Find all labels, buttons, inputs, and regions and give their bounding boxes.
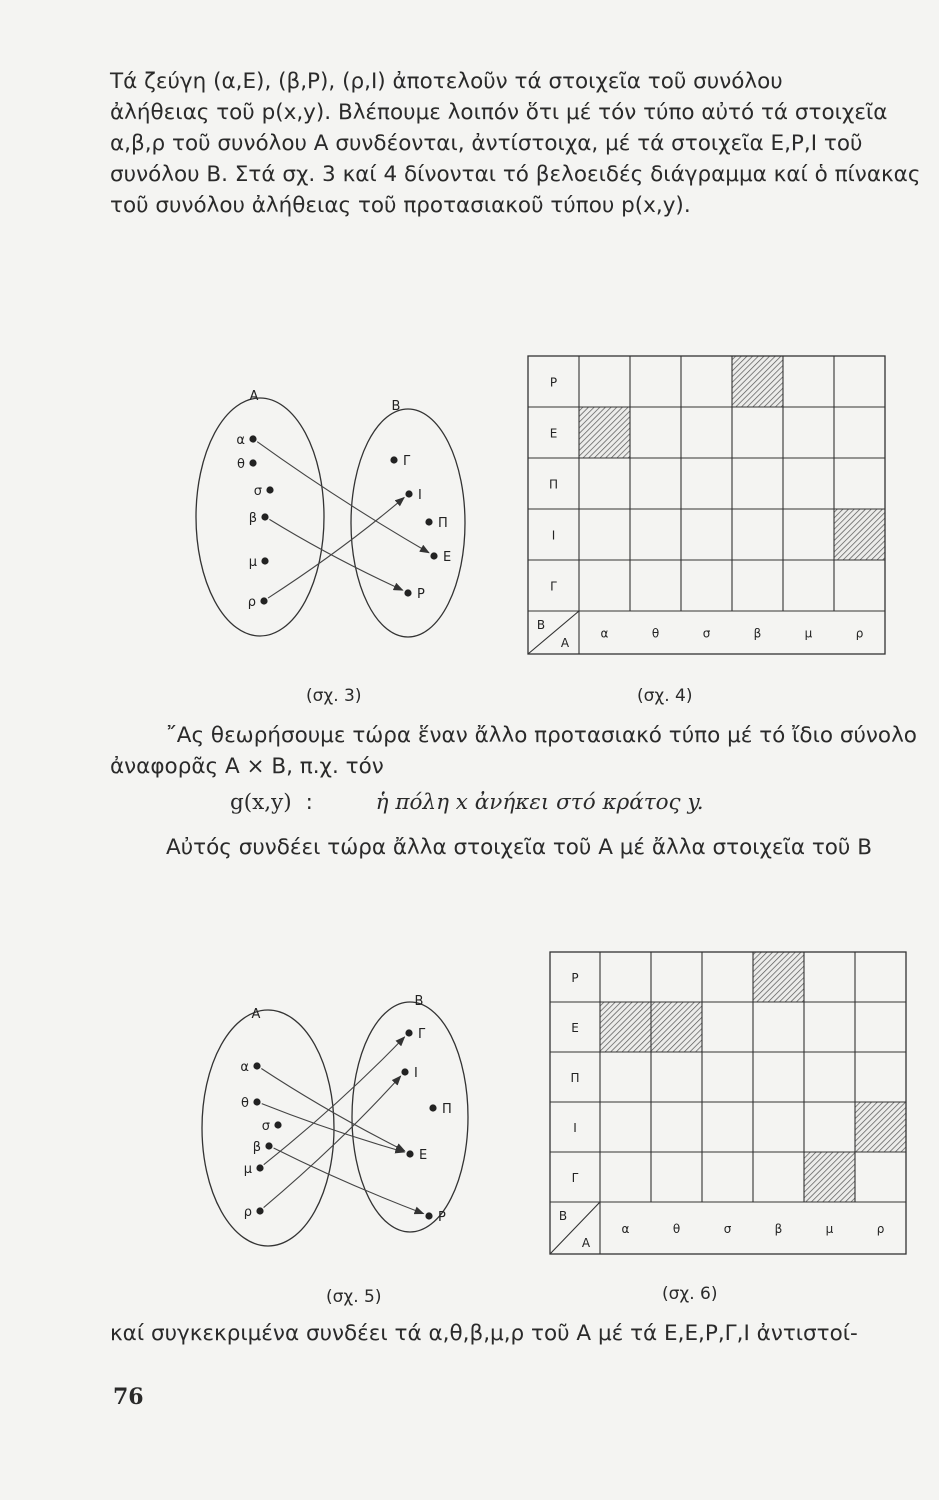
set-a-point — [253, 1062, 260, 1069]
row-label: Ρ — [571, 971, 579, 985]
figure-3-caption: (σχ. 3) — [306, 686, 362, 706]
truth-cell-shaded — [579, 407, 630, 458]
set-a-element-label: β — [252, 1140, 261, 1155]
truth-cell-shaded — [651, 1002, 702, 1052]
truth-cell-shaded — [834, 509, 885, 560]
paragraph-intro — [110, 66, 921, 221]
row-label: Ι — [551, 528, 556, 543]
row-label: Ρ — [549, 375, 558, 390]
text-line: α,β,ρ τοῦ συνόλου Α συνδέονται, ἀντίστοιχα, μέ τά στοιχεῖα Ε,Ρ,Ι τοῦ — [110, 131, 863, 156]
set-a-element-label: β — [248, 511, 257, 526]
table-border — [528, 356, 885, 654]
set-a-point — [249, 459, 256, 466]
figure-4-truth-table — [527, 355, 889, 655]
figure-4-caption: (σχ. 4) — [637, 686, 693, 706]
row-label: Ε — [549, 426, 558, 441]
set-b-point — [404, 589, 411, 596]
column-label: σ — [723, 1222, 732, 1236]
set-b-ellipse — [351, 409, 465, 637]
set-a-point — [256, 1207, 263, 1214]
set-b-point — [430, 552, 437, 559]
set-b-point — [401, 1068, 408, 1075]
set-b-element-label: Γ — [418, 1027, 426, 1042]
text-line: Αὐτός συνδέει τώρα ἄλλα στοιχεῖα τοῦ Α μέ ἄλλα στοιχεῖα τοῦ Β — [166, 835, 872, 860]
set-b-element-label: Ι — [414, 1066, 418, 1081]
set-b-element-label: Π — [438, 516, 448, 531]
set-b-point — [405, 1029, 412, 1036]
set-a-point — [260, 597, 267, 604]
truth-cell-shaded — [753, 952, 804, 1002]
column-label: β — [774, 1222, 783, 1236]
set-a-element-label: μ — [248, 555, 257, 570]
figure-6-truth-table — [548, 950, 906, 1255]
set-a-element-label: ρ — [247, 595, 256, 610]
set-a-point — [261, 513, 268, 520]
set-a-element-label: θ — [241, 1096, 249, 1111]
mapping-arrow — [274, 1148, 424, 1214]
set-b-label: Β — [414, 994, 424, 1009]
set-a-element-label: μ — [243, 1162, 252, 1177]
formula-description: ἡ πόλη x ἀνήκει στό κράτος y. — [375, 790, 704, 815]
set-b-point — [425, 1212, 432, 1219]
set-b-element-label: Ρ — [438, 1210, 446, 1225]
text-line: καί συγκεκριμένα συνδέει τά α,θ,β,μ,ρ τοῦ Α μέ τά Ε,Ε,Ρ,Γ,Ι ἀντιστοί- — [110, 1321, 858, 1346]
truth-cell-shaded — [804, 1152, 855, 1202]
set-a-point — [265, 1142, 272, 1149]
column-label: α — [600, 626, 609, 641]
row-label: Ι — [573, 1121, 577, 1135]
corner-label-top: Β — [536, 618, 546, 632]
table-border — [550, 952, 906, 1254]
corner-label-bottom: Α — [560, 636, 570, 650]
page-number: 76 — [113, 1384, 144, 1410]
paragraph-links — [110, 832, 910, 863]
figure-5-arrow-diagram — [190, 990, 490, 1260]
column-label: θ — [672, 1222, 681, 1236]
row-label: Π — [548, 477, 559, 492]
column-label: μ — [804, 626, 813, 641]
column-label: α — [621, 1222, 630, 1236]
corner-label-bottom: Α — [581, 1236, 591, 1250]
column-label: μ — [825, 1222, 834, 1236]
set-a-element-label: σ — [253, 484, 262, 499]
corner-diagonal — [528, 611, 579, 654]
column-label: ρ — [876, 1222, 885, 1236]
text-line: ἀναφορᾶς Α × Β, π.χ. τόν — [110, 754, 384, 779]
row-label: Γ — [571, 1171, 579, 1185]
set-b-ellipse — [352, 1002, 468, 1232]
figure-3-arrow-diagram — [185, 385, 485, 645]
text-line: ἀλήθειας τοῦ p(x,y). Βλέπουμε λοιπόν ὅτι μέ τόν τύπο αὐτό τά στοιχεῖα — [110, 100, 888, 125]
truth-cell-shaded — [732, 356, 783, 407]
set-a-element-label: α — [240, 1060, 249, 1075]
text-line: τοῦ συνόλου ἀλήθειας τοῦ προτασιακοῦ τύπου p(x,y). — [110, 193, 691, 218]
truth-cell-shaded — [600, 1002, 651, 1052]
mapping-arrow — [269, 519, 402, 590]
column-label: θ — [651, 626, 660, 641]
column-label: ρ — [855, 626, 864, 641]
set-a-ellipse — [196, 398, 324, 636]
formula-expression: g(x,y) — [230, 790, 292, 815]
set-b-point — [429, 1104, 436, 1111]
formula-g — [230, 790, 704, 815]
set-b-element-label: Ε — [443, 550, 452, 565]
set-a-label: Α — [249, 389, 259, 404]
set-b-element-label: Γ — [403, 454, 411, 469]
row-label: Γ — [550, 579, 557, 594]
column-label: σ — [702, 626, 711, 641]
text-line: συνόλου Β. Στά σχ. 3 καί 4 δίνονται τό βελοειδές διάγραμμα καί ὁ πίνακας — [110, 162, 921, 187]
text-line: Τά ζεύγη (α,Ε), (β,Ρ), (ρ,Ι) ἀποτελοῦν τά στοιχεῖα τοῦ συνόλου — [110, 69, 783, 94]
formula-colon: : — [305, 790, 313, 815]
set-a-element-label: ρ — [243, 1205, 252, 1220]
mapping-arrow — [268, 498, 404, 598]
set-a-point — [253, 1098, 260, 1105]
set-a-point — [256, 1164, 263, 1171]
set-b-element-label: Ρ — [417, 587, 425, 602]
set-a-point — [261, 557, 268, 564]
set-a-point — [249, 435, 256, 442]
truth-cell-shaded — [855, 1102, 906, 1152]
set-b-point — [406, 1150, 413, 1157]
set-a-element-label: θ — [237, 457, 245, 472]
set-a-label: Α — [251, 1007, 261, 1022]
column-label: β — [753, 626, 762, 641]
row-label: Ε — [571, 1021, 579, 1035]
set-a-point — [274, 1121, 281, 1128]
set-a-point — [266, 486, 273, 493]
figure-5-caption: (σχ. 5) — [326, 1287, 382, 1307]
figure-6-caption: (σχ. 6) — [662, 1284, 718, 1304]
corner-label-top: Β — [558, 1209, 568, 1223]
set-b-point — [390, 456, 397, 463]
set-b-point — [405, 490, 412, 497]
set-b-label: Β — [391, 399, 401, 414]
corner-diagonal — [550, 1202, 600, 1254]
set-b-element-label: Ε — [419, 1148, 428, 1163]
set-b-point — [425, 518, 432, 525]
set-b-element-label: Π — [442, 1102, 452, 1117]
text-line: ῎Ας θεωρήσουμε τώρα ἕναν ἄλλο προτασιακό τύπο μέ τό ἴδιο σύνολο — [166, 723, 917, 748]
set-b-element-label: Ι — [418, 488, 422, 503]
set-a-element-label: σ — [261, 1119, 270, 1134]
set-a-element-label: α — [236, 433, 245, 448]
paragraph-new-formula — [110, 720, 917, 782]
paragraph-specific — [110, 1318, 910, 1349]
row-label: Π — [570, 1071, 580, 1085]
